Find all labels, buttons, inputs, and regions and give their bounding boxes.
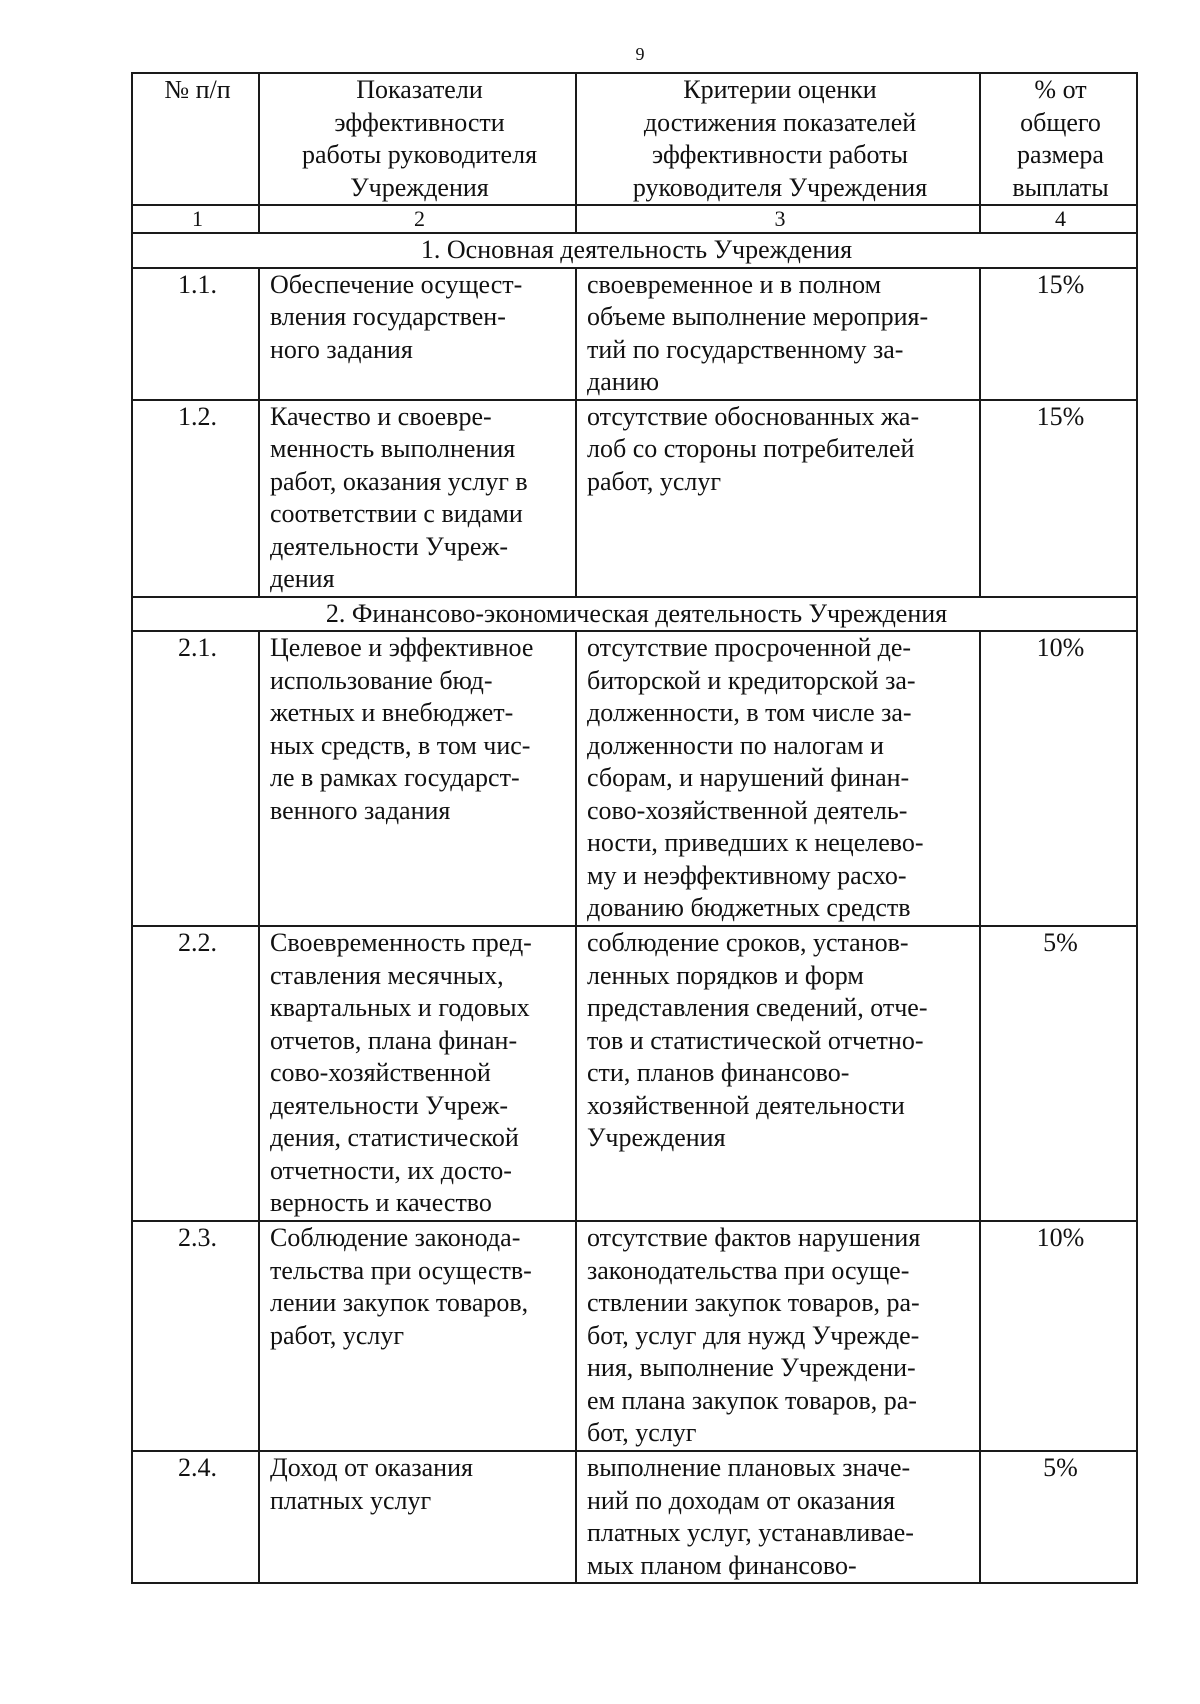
percent-cell: 15% [980,400,1137,597]
page-number: 9 [635,44,645,64]
table-header-row [132,73,1137,205]
criteria-cell: отсутствие обоснованных жа- лоб со стороны потребителей работ, услуг [576,400,980,597]
indicator-cell: Своевременность пред- ставления месячных, квартальных и годовых отчетов, плана финан- сово-хозяйственной деятельности Учреж- дения, статистической отчетности, их досто- верность и качество [259,926,576,1221]
section-row [132,233,1137,268]
row-number: 2.3. [132,1221,259,1451]
section-row [132,597,1137,632]
column-number: 4 [980,205,1137,233]
table-row [132,1451,1137,1583]
table-row [132,631,1137,926]
table-row [132,1221,1137,1451]
indicator-cell: Качество и своевре- менность выполнения работ, оказания услуг в соответствии с видами деятельности Учреж- дения [259,400,576,597]
column-number: 2 [259,205,576,233]
percent-cell: 15% [980,268,1137,400]
criteria-cell: отсутствие фактов нарушения законодательства при осуще- ствлении закупок товаров, ра- бот, услуг для нужд Учрежде- ния, выполнение Учреждени- ем плана закупок товаров, ра- бот, услуг [576,1221,980,1451]
percent-cell: 5% [980,1451,1137,1583]
percent-cell: 10% [980,1221,1137,1451]
column-number: 3 [576,205,980,233]
header-number: № п/п [132,73,259,205]
row-number: 1.1. [132,268,259,400]
criteria-cell: своевременное и в полном объеме выполнение мероприя- тий по государственному за- данию [576,268,980,400]
row-number: 2.1. [132,631,259,926]
table-row [132,268,1137,400]
header-percent: % от общего размера выплаты [980,73,1137,205]
header-criteria: Критерии оценки достижения показателей эффективности работы руководителя Учреждения [576,73,980,205]
percent-cell: 10% [980,631,1137,926]
indicator-cell: Обеспечение осущест- вления государствен- ного задания [259,268,576,400]
indicator-cell: Соблюдение законода- тельства при осуществ- лении закупок товаров, работ, услуг [259,1221,576,1451]
criteria-cell: соблюдение сроков, установ- ленных порядков и форм представления сведений, отче- тов и статистической отчетно- сти, планов финансово- хозяйственной деятельности Учреждения [576,926,980,1221]
section-title: 2. Финансово-экономическая деятельность Учреждения [132,597,1137,632]
row-number: 2.4. [132,1451,259,1583]
row-number: 2.2. [132,926,259,1221]
indicator-cell: Доход от оказания платных услуг [259,1451,576,1583]
performance-indicators-table [131,72,1138,1584]
header-indicators: Показатели эффективности работы руководителя Учреждения [259,73,576,205]
section-title: 1. Основная деятельность Учреждения [132,233,1137,268]
column-number-row [132,205,1137,233]
table-row [132,400,1137,597]
column-number: 1 [132,205,259,233]
indicator-cell: Целевое и эффективное использование бюд- жетных и внебюджет- ных средств, в том чис- ле в рамках государст- венного задания [259,631,576,926]
criteria-cell: выполнение плановых значе- ний по доходам от оказания платных услуг, устанавливае- мых планом финансово- [576,1451,980,1583]
criteria-cell: отсутствие просроченной де- биторской и кредиторской за- долженности, в том числе за- долженности по налогам и сборам, и нарушений финан- сово-хозяйственной деятель- ности, приведших к нецелево- му и неэффективному расхо- дованию бюджетных средств [576,631,980,926]
table-row [132,926,1137,1221]
row-number: 1.2. [132,400,259,597]
percent-cell: 5% [980,926,1137,1221]
